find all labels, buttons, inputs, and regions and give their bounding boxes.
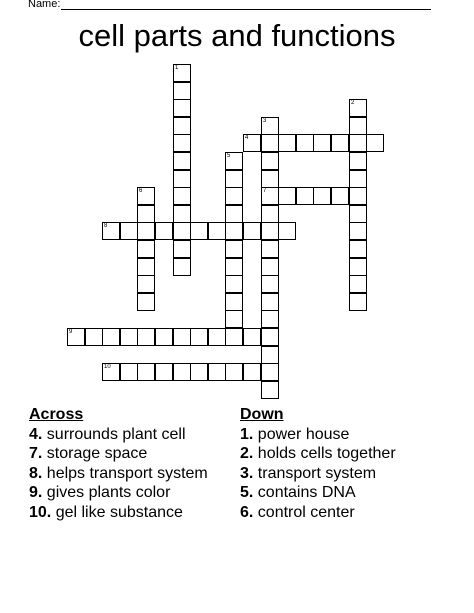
grid-cell[interactable] [67,328,85,346]
grid-cell[interactable] [120,328,138,346]
clue-number: 3. [240,464,254,482]
grid-cell[interactable] [173,82,191,100]
down-clue-5 [240,483,396,503]
grid-cell[interactable] [173,134,191,152]
clue-text: helps transport system [42,464,208,482]
grid-cell[interactable] [261,275,279,293]
grid-cell[interactable] [137,222,155,240]
grid-cell[interactable] [313,187,331,205]
grid-cell[interactable] [225,152,243,170]
across-clue-8 [29,464,208,484]
grid-cell[interactable] [261,205,279,223]
clue-number: 9. [29,484,43,502]
clue-number: 4. [29,425,43,443]
grid-cell[interactable] [349,205,367,223]
grid-cell[interactable] [278,187,296,205]
grid-cell[interactable] [190,363,208,381]
grid-cell[interactable] [155,222,173,240]
grid-cell[interactable] [173,170,191,188]
grid-cell[interactable] [225,258,243,276]
grid-cell[interactable] [261,293,279,311]
grid-cell[interactable] [349,187,367,205]
grid-cell[interactable] [137,187,155,205]
grid-cell[interactable] [349,275,367,293]
grid-cell[interactable] [137,258,155,276]
grid-cell[interactable] [190,328,208,346]
grid-cell[interactable] [261,328,279,346]
grid-cell[interactable] [173,240,191,258]
cell-number: 2 [351,100,355,106]
cell-number: 8 [104,223,108,229]
grid-cell[interactable] [349,293,367,311]
grid-cell[interactable] [225,275,243,293]
down-clue-2 [240,444,396,464]
grid-cell[interactable] [173,99,191,117]
grid-cell[interactable] [155,328,173,346]
clue-number: 6. [240,503,254,521]
grid-cell[interactable] [137,328,155,346]
grid-cell[interactable] [190,222,208,240]
clue-text: surrounds plant cell [42,425,186,443]
grid-cell[interactable] [208,222,226,240]
grid-cell[interactable] [173,258,191,276]
grid-cell[interactable] [296,187,314,205]
grid-cell[interactable] [225,293,243,311]
grid-cell[interactable] [137,363,155,381]
grid-cell[interactable] [261,134,279,152]
grid-cell[interactable] [173,117,191,135]
grid-cell[interactable] [278,222,296,240]
down-clue-6 [240,503,396,523]
grid-cell[interactable] [243,328,261,346]
down-clue-3 [240,464,396,484]
grid-cell[interactable] [296,134,314,152]
grid-cell[interactable] [102,222,120,240]
grid-cell[interactable] [349,134,367,152]
grid-cell[interactable] [173,187,191,205]
cell-number: 3 [263,118,267,124]
clue-text: power house [253,425,350,443]
clue-text: transport system [253,464,377,482]
grid-cell[interactable] [243,222,261,240]
grid-cell[interactable] [102,328,120,346]
cell-number: 5 [227,153,231,159]
cell-number: 4 [245,135,249,141]
grid-cell[interactable] [261,363,279,381]
grid-cell[interactable] [261,170,279,188]
grid-cell[interactable] [243,363,261,381]
grid-cell[interactable] [366,134,384,152]
grid-cell[interactable] [225,187,243,205]
name-label: Name: [28,0,61,10]
cell-number: 1 [175,65,179,71]
clue-text: storage space [42,445,148,463]
across-clue-4 [29,425,208,445]
grid-cell[interactable] [173,205,191,223]
grid-cell[interactable] [331,187,349,205]
grid-cell[interactable] [331,134,349,152]
grid-cell[interactable] [225,240,243,258]
grid-cell[interactable] [137,240,155,258]
clue-text: gives plants color [42,484,171,502]
grid-cell[interactable] [313,134,331,152]
down-clue-1 [240,425,396,445]
grid-cell[interactable] [137,205,155,223]
grid-cell[interactable] [349,258,367,276]
grid-cell[interactable] [173,363,191,381]
clue-number: 1. [240,425,254,443]
down-clues [240,405,396,523]
grid-cell[interactable] [349,117,367,135]
clue-text: control center [253,503,355,521]
grid-cell[interactable] [208,363,226,381]
clue-number: 2. [240,445,254,463]
grid-cell[interactable] [225,205,243,223]
grid-cell[interactable] [173,64,191,82]
down-heading: Down [240,406,284,423]
clue-number: 10. [29,503,52,521]
grid-cell[interactable] [349,152,367,170]
cell-number: 7 [263,188,267,194]
grid-cell[interactable] [173,222,191,240]
across-clue-10 [29,503,208,523]
grid-cell[interactable] [225,363,243,381]
clue-number: 8. [29,464,43,482]
grid-cell[interactable] [137,293,155,311]
grid-cell[interactable] [225,328,243,346]
grid-cell[interactable] [349,222,367,240]
grid-cell[interactable] [155,363,173,381]
clue-text: contains DNA [253,484,356,502]
across-heading: Across [29,406,84,423]
grid-cell[interactable] [173,328,191,346]
cell-number: 6 [139,188,143,194]
grid-cell[interactable] [225,170,243,188]
grid-cell[interactable] [349,170,367,188]
cell-number: 9 [69,329,73,335]
grid-cell[interactable] [173,152,191,170]
across-clues [29,405,208,523]
clue-text: holds cells together [253,445,396,463]
across-clue-9 [29,483,208,503]
grid-cell[interactable] [261,240,279,258]
grid-cell[interactable] [349,240,367,258]
grid-cell[interactable] [261,381,279,399]
grid-cell[interactable] [349,99,367,117]
grid-cell[interactable] [120,222,138,240]
grid-cell[interactable] [137,275,155,293]
grid-cell[interactable] [261,346,279,364]
grid-cell[interactable] [208,328,226,346]
grid-cell[interactable] [261,152,279,170]
clue-text: gel like substance [51,503,183,521]
grid-cell[interactable] [225,310,243,328]
grid-cell[interactable] [261,187,279,205]
grid-cell[interactable] [120,363,138,381]
grid-cell[interactable] [261,258,279,276]
grid-cell[interactable] [278,134,296,152]
grid-cell[interactable] [243,134,261,152]
grid-cell[interactable] [261,310,279,328]
grid-cell[interactable] [261,117,279,135]
page-title: cell parts and functions [78,18,396,53]
across-clue-7 [29,444,208,464]
cell-number: 10 [104,364,111,370]
grid-cell[interactable] [102,363,120,381]
clue-number: 5. [240,484,254,502]
grid-cell[interactable] [85,328,103,346]
grid-cell[interactable] [225,222,243,240]
grid-cell[interactable] [261,222,279,240]
clue-number: 7. [29,445,43,463]
